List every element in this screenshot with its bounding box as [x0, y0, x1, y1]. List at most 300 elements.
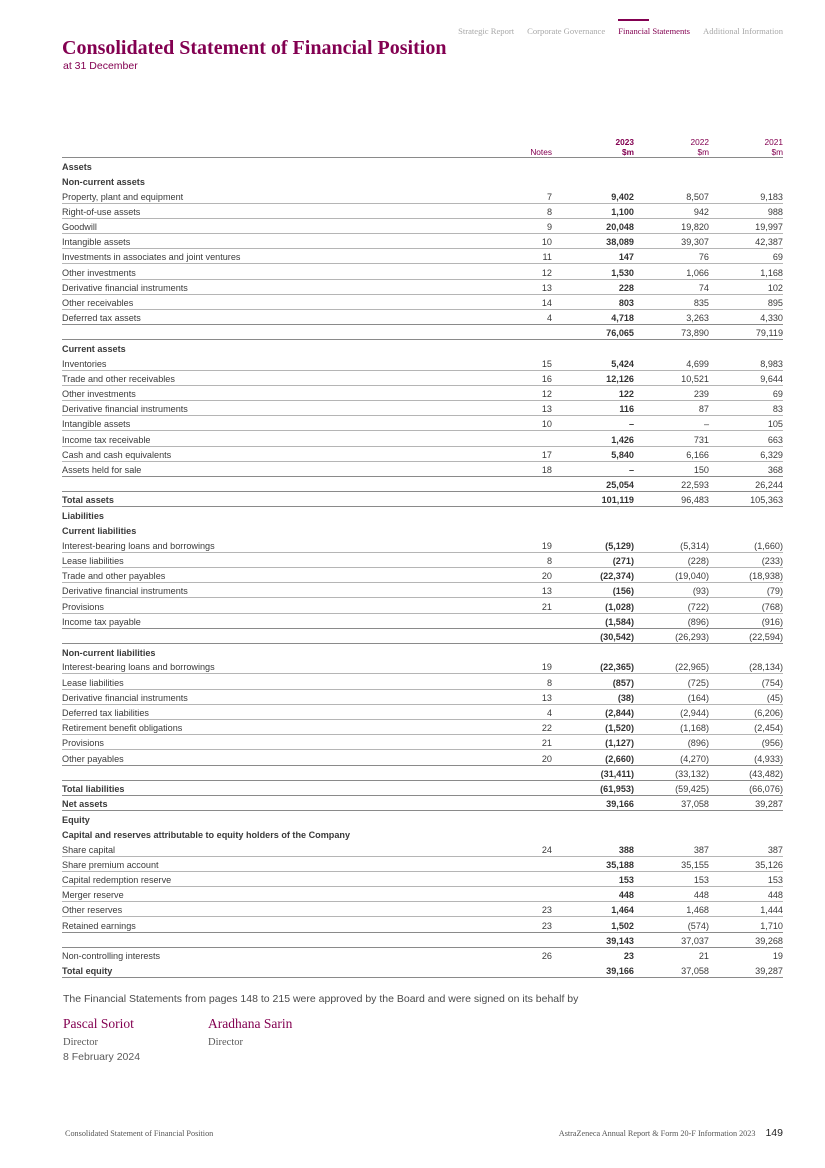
- header-2022-year: 2022: [690, 137, 709, 147]
- row-value-2023: 147: [562, 249, 634, 264]
- section-heading-row: [62, 522, 783, 537]
- row-label: Goodwill: [62, 218, 522, 233]
- nav-additional-information[interactable]: Additional Information: [703, 26, 783, 36]
- row-notes: 14: [522, 294, 562, 309]
- row-value-2022: 37,037: [634, 932, 709, 947]
- row-value-2021: 663: [709, 431, 783, 446]
- table-row: [62, 431, 783, 446]
- row-value-2023: –: [562, 416, 634, 431]
- header-label: [62, 137, 522, 158]
- table-row: [62, 401, 783, 416]
- row-value-2022: 8,507: [634, 188, 709, 203]
- footer-report-info: [559, 1127, 783, 1139]
- table-row: [62, 294, 783, 309]
- row-value-2021: (916): [761, 616, 783, 627]
- row-label: Retirement benefit obligations: [62, 719, 522, 734]
- row-value-2022: (228): [634, 552, 709, 567]
- row-value-2023: 388: [562, 841, 634, 856]
- row-value-2021: 895: [709, 294, 783, 309]
- section-heading-row: [62, 811, 783, 826]
- row-label: Deferred tax liabilities: [62, 704, 522, 719]
- row-notes: 12: [522, 385, 562, 400]
- row-value-2022: 96,483: [634, 492, 709, 507]
- row-notes: 23: [522, 902, 562, 917]
- section-heading-row: [62, 644, 783, 659]
- table-row: [62, 461, 783, 476]
- row-label: Income tax payable: [62, 616, 141, 627]
- row-notes: [522, 476, 562, 491]
- row-notes: 21: [522, 598, 562, 613]
- row-value-2022: (896): [687, 616, 709, 627]
- row-label: Other investments: [62, 264, 522, 279]
- row-notes: 22: [522, 719, 562, 734]
- row-value-2021: (754): [709, 674, 783, 689]
- row-label: Deferred tax assets: [62, 313, 141, 324]
- row-label: Investments in associates and joint ventures: [62, 249, 522, 264]
- row-notes: 13: [522, 583, 562, 598]
- table-row: [62, 887, 783, 902]
- row-value-2023: 116: [562, 401, 634, 416]
- row-value-2023: 39,143: [562, 932, 634, 947]
- row-notes: 8: [522, 674, 562, 689]
- row-value-2021: (22,594): [709, 628, 783, 643]
- section-heading-row: [62, 826, 783, 841]
- table-row: [62, 218, 783, 233]
- row-label: Total assets: [62, 492, 522, 507]
- row-value-2022: (19,040): [634, 568, 709, 583]
- row-value-2023: 228: [562, 279, 634, 294]
- row-notes: 18: [541, 464, 552, 475]
- row-label: Derivative financial instruments: [62, 279, 522, 294]
- row-value-2023: 12,126: [562, 370, 634, 385]
- row-notes: [522, 780, 562, 795]
- header-2021-year: 2021: [764, 137, 783, 147]
- row-notes: 26: [541, 951, 552, 962]
- row-label: Lease liabilities: [62, 674, 522, 689]
- row-label: [62, 628, 522, 643]
- row-value-2022: 10,521: [634, 370, 709, 385]
- table-row: [62, 750, 783, 765]
- row-value-2023: 35,188: [562, 856, 634, 871]
- row-value-2022: 73,890: [634, 325, 709, 340]
- row-value-2022: (26,293): [634, 628, 709, 643]
- subtotal-row: [62, 932, 783, 947]
- row-label: Capital redemption reserve: [62, 871, 522, 886]
- row-label: Intangible assets: [62, 233, 522, 248]
- row-label: [62, 476, 522, 491]
- nav-financial-statements[interactable]: Financial Statements: [618, 26, 691, 36]
- row-value-2022: 1,468: [634, 902, 709, 917]
- row-label: Interest-bearing loans and borrowings: [62, 537, 522, 552]
- row-value-2022: (722): [634, 598, 709, 613]
- table-header-row: [62, 137, 783, 158]
- row-value-2021: 1,444: [709, 902, 783, 917]
- row-value-2023: 5,424: [562, 355, 634, 370]
- row-value-2023: 1,530: [562, 264, 634, 279]
- row-label: [62, 765, 522, 780]
- row-label: Provisions: [62, 735, 522, 750]
- row-value-2023: (30,542): [562, 628, 634, 643]
- row-value-2022: 35,155: [634, 856, 709, 871]
- row-value-2023: (1,584): [605, 616, 634, 627]
- row-notes: 11: [522, 249, 562, 264]
- row-label: Share premium account: [62, 856, 522, 871]
- row-label: Other receivables: [62, 294, 522, 309]
- header-2023-year: 2023: [615, 137, 634, 147]
- table-row: [62, 719, 783, 734]
- row-value-2021: 8,983: [709, 355, 783, 370]
- header-2022: [634, 137, 709, 158]
- row-notes: [522, 856, 562, 871]
- row-value-2023: –: [628, 464, 634, 475]
- row-value-2022: (574): [687, 920, 709, 931]
- row-value-2022: (725): [634, 674, 709, 689]
- row-value-2021: 1,168: [709, 264, 783, 279]
- row-label: Total liabilities: [62, 780, 522, 795]
- row-notes: [522, 932, 562, 947]
- row-value-2023: 39,166: [562, 962, 634, 977]
- row-value-2023: (38): [562, 689, 634, 704]
- page-title: Consolidated Statement of Financial Position: [62, 37, 447, 59]
- row-value-2022: 37,058: [634, 962, 709, 977]
- row-value-2021: (66,076): [709, 780, 783, 795]
- row-value-2023: (271): [562, 552, 634, 567]
- row-notes: [522, 325, 562, 340]
- row-label: Right-of-use assets: [62, 203, 522, 218]
- row-notes: [522, 492, 562, 507]
- row-label: Share capital: [62, 841, 522, 856]
- table-row: [62, 537, 783, 552]
- section-heading-row: [62, 158, 783, 173]
- row-value-2021: 19: [772, 951, 783, 962]
- row-notes: 17: [522, 446, 562, 461]
- row-value-2022: 835: [634, 294, 709, 309]
- row-label: Assets held for sale: [62, 464, 142, 475]
- row-notes: [522, 628, 562, 643]
- row-notes: 8: [522, 203, 562, 218]
- row-value-2023: 20,048: [562, 218, 634, 233]
- row-value-2023: (1,028): [562, 598, 634, 613]
- row-notes: [522, 871, 562, 886]
- row-value-2021: 83: [709, 401, 783, 416]
- row-value-2022: 6,166: [634, 446, 709, 461]
- row-value-2021: 9,644: [709, 370, 783, 385]
- row-notes: [522, 765, 562, 780]
- row-value-2023: 9,402: [562, 188, 634, 203]
- row-label: [62, 932, 522, 947]
- row-value-2021: 39,268: [709, 932, 783, 947]
- row-value-2021: (956): [709, 735, 783, 750]
- row-value-2022: (59,425): [634, 780, 709, 795]
- row-value-2021: (18,938): [709, 568, 783, 583]
- row-label: Derivative financial instruments: [62, 689, 522, 704]
- row-notes: [522, 431, 562, 446]
- subtotal-row: [62, 628, 783, 643]
- row-value-2022: –: [634, 416, 709, 431]
- row-value-2023: (2,844): [562, 704, 634, 719]
- row-value-2021: 4,330: [760, 313, 783, 324]
- financial-position-table: [62, 137, 783, 978]
- section-heading: Current liabilities: [62, 526, 137, 537]
- row-notes: [522, 613, 562, 628]
- table-row: [62, 704, 783, 719]
- row-label: Total equity: [62, 962, 522, 977]
- row-value-2021: 69: [709, 249, 783, 264]
- table-row: [62, 689, 783, 704]
- row-label: Derivative financial instruments: [62, 583, 522, 598]
- row-value-2022: 150: [693, 464, 709, 475]
- row-value-2022: 22,593: [634, 476, 709, 491]
- row-value-2023: 122: [562, 385, 634, 400]
- row-value-2021: 6,329: [709, 446, 783, 461]
- row-value-2022: (2,944): [634, 704, 709, 719]
- table-body: [62, 158, 783, 978]
- row-value-2023: 1,502: [611, 920, 634, 931]
- row-value-2022: (164): [634, 689, 709, 704]
- row-notes: 8: [522, 552, 562, 567]
- row-notes: 23: [541, 920, 552, 931]
- footer-section-title: Consolidated Statement of Financial Position: [65, 1129, 214, 1138]
- row-value-2022: 942: [634, 203, 709, 218]
- row-value-2022: 37,058: [634, 795, 709, 810]
- total-row: [62, 962, 783, 977]
- row-label: Other payables: [62, 753, 124, 764]
- table-row: [62, 841, 783, 856]
- row-value-2023: 39,166: [562, 795, 634, 810]
- row-value-2023: 4,718: [611, 313, 634, 324]
- row-notes: 19: [522, 659, 562, 674]
- signatory-role: Director: [208, 1037, 243, 1048]
- row-value-2023: 803: [562, 294, 634, 309]
- table-row: [62, 279, 783, 294]
- row-value-2023: (5,129): [562, 537, 634, 552]
- section-heading-row: [62, 507, 783, 522]
- row-label: Non-controlling interests: [62, 951, 161, 962]
- page-number: 149: [765, 1127, 783, 1139]
- row-value-2023: (857): [562, 674, 634, 689]
- row-value-2022: 1,066: [634, 264, 709, 279]
- row-value-2021: 448: [709, 887, 783, 902]
- row-value-2022: 731: [634, 431, 709, 446]
- row-value-2021: (79): [709, 583, 783, 598]
- row-value-2023: (156): [562, 583, 634, 598]
- row-notes: 10: [522, 416, 562, 431]
- table-row: [62, 917, 783, 932]
- row-value-2023: 5,840: [562, 446, 634, 461]
- row-label: Retained earnings: [62, 920, 136, 931]
- section-heading: Capital and reserves attributable to equity holders of the Company: [62, 829, 351, 840]
- row-label: Trade and other payables: [62, 568, 522, 583]
- row-value-2022: 21: [698, 951, 709, 962]
- row-label: Net assets: [62, 795, 522, 810]
- row-label: Trade and other receivables: [62, 370, 522, 385]
- row-value-2021: 39,287: [709, 795, 783, 810]
- row-value-2022: 3,263: [686, 313, 709, 324]
- row-label: Lease liabilities: [62, 552, 522, 567]
- row-value-2021: (4,933): [754, 753, 783, 764]
- row-value-2021: 26,244: [709, 476, 783, 491]
- row-value-2021: (233): [709, 552, 783, 567]
- row-label: Interest-bearing loans and borrowings: [62, 659, 522, 674]
- nav-corporate-governance[interactable]: Corporate Governance: [527, 26, 606, 36]
- row-value-2021: 102: [709, 279, 783, 294]
- signatory-role: Director: [63, 1037, 98, 1048]
- row-value-2023: 23: [623, 951, 634, 962]
- table-row: [62, 856, 783, 871]
- row-value-2022: 239: [634, 385, 709, 400]
- row-notes: 7: [522, 188, 562, 203]
- row-value-2023: (1,127): [562, 735, 634, 750]
- row-notes: 20: [541, 753, 552, 764]
- row-notes: 21: [522, 735, 562, 750]
- footer-report-title: AstraZeneca Annual Report & Form 20-F Information 2023: [558, 1129, 756, 1138]
- table-row: [62, 233, 783, 248]
- row-value-2022: (22,965): [634, 659, 709, 674]
- section-heading: Liabilities: [62, 511, 104, 521]
- approval-statement: The Financial Statements from pages 148 to 215 were approved by the Board and were signed on its behalf by: [63, 993, 579, 1005]
- row-value-2022: 87: [634, 401, 709, 416]
- header-notes: Notes: [522, 137, 562, 158]
- section-heading: Assets: [62, 161, 92, 172]
- nav-strategic-report[interactable]: Strategic Report: [458, 26, 515, 36]
- row-value-2021: (45): [709, 689, 783, 704]
- row-notes: 24: [522, 841, 562, 856]
- signatory-name: Pascal Soriot: [63, 1016, 134, 1031]
- signatory-2: [208, 1016, 292, 1050]
- row-value-2023: 1,464: [562, 902, 634, 917]
- top-navigation: [458, 26, 783, 36]
- row-value-2021: (43,482): [709, 765, 783, 780]
- row-value-2021: (28,134): [709, 659, 783, 674]
- table-row: [62, 947, 783, 962]
- signatory-name: Aradhana Sarin: [208, 1016, 293, 1031]
- row-value-2021: 39,287: [709, 962, 783, 977]
- row-label: Intangible assets: [62, 416, 522, 431]
- row-value-2022: (33,132): [634, 765, 709, 780]
- table-row: [62, 188, 783, 203]
- row-notes: 9: [522, 218, 562, 233]
- table-row: [62, 203, 783, 218]
- subtotal-row: [62, 765, 783, 780]
- row-value-2021: 105,363: [709, 492, 783, 507]
- row-notes: [522, 795, 562, 810]
- header-2023: [562, 137, 634, 158]
- row-value-2022: 74: [634, 279, 709, 294]
- row-value-2021: 79,119: [709, 325, 783, 340]
- section-heading: Equity: [62, 814, 90, 825]
- table-row: [62, 659, 783, 674]
- row-value-2021: 153: [709, 871, 783, 886]
- row-value-2022: 448: [634, 887, 709, 902]
- row-label: [62, 325, 522, 340]
- table-row: [62, 871, 783, 886]
- row-value-2021: 988: [709, 203, 783, 218]
- row-value-2022: 76: [634, 249, 709, 264]
- row-value-2021: (1,660): [709, 537, 783, 552]
- row-label: Other reserves: [62, 902, 522, 917]
- section-heading: Non-current liabilities: [62, 647, 156, 658]
- table-row: [62, 385, 783, 400]
- row-value-2023: (31,411): [562, 765, 634, 780]
- row-notes: [522, 887, 562, 902]
- row-label: Derivative financial instruments: [62, 401, 522, 416]
- row-label: Merger reserve: [62, 887, 522, 902]
- subtotal-row: [62, 325, 783, 340]
- row-notes: [522, 962, 562, 977]
- header-2021-unit: $m: [771, 147, 783, 157]
- row-value-2023: 448: [562, 887, 634, 902]
- row-value-2022: (93): [634, 583, 709, 598]
- row-notes: 20: [522, 568, 562, 583]
- section-heading-row: [62, 340, 783, 355]
- row-label: Property, plant and equipment: [62, 188, 522, 203]
- table-row: [62, 568, 783, 583]
- row-value-2023: 1,100: [562, 203, 634, 218]
- row-value-2023: (61,953): [562, 780, 634, 795]
- row-value-2023: 25,054: [562, 476, 634, 491]
- row-label: Inventories: [62, 355, 522, 370]
- row-notes: 19: [522, 537, 562, 552]
- table-row: [62, 309, 783, 324]
- total-row: [62, 492, 783, 507]
- table-row: [62, 735, 783, 750]
- row-value-2022: 4,699: [634, 355, 709, 370]
- table-row: [62, 416, 783, 431]
- row-value-2021: (768): [709, 598, 783, 613]
- row-value-2021: 42,387: [709, 233, 783, 248]
- table-row: [62, 583, 783, 598]
- row-notes: 13: [522, 689, 562, 704]
- table-row: [62, 446, 783, 461]
- row-notes: 16: [522, 370, 562, 385]
- header-2022-unit: $m: [697, 147, 709, 157]
- table-row: [62, 370, 783, 385]
- row-value-2022: (4,270): [680, 753, 709, 764]
- row-value-2023: 1,426: [562, 431, 634, 446]
- row-label: Provisions: [62, 598, 522, 613]
- row-value-2021: 368: [767, 464, 783, 475]
- section-heading: Non-current assets: [62, 176, 145, 187]
- signatory-date: 8 February 2024: [63, 1051, 141, 1063]
- row-value-2021: 69: [709, 385, 783, 400]
- row-value-2021: 387: [709, 841, 783, 856]
- row-value-2021: (6,206): [709, 704, 783, 719]
- row-value-2021: 19,997: [709, 218, 783, 233]
- row-value-2022: 39,307: [634, 233, 709, 248]
- row-notes: 13: [522, 401, 562, 416]
- section-heading-row: [62, 173, 783, 188]
- total-row: [62, 780, 783, 795]
- signatory-1: [63, 1016, 140, 1065]
- row-label: Cash and cash equivalents: [62, 446, 522, 461]
- header-2021: [709, 137, 783, 158]
- row-value-2022: 387: [634, 841, 709, 856]
- table-row: [62, 598, 783, 613]
- row-value-2023: (22,365): [562, 659, 634, 674]
- row-notes: 4: [546, 313, 552, 324]
- row-value-2023: 101,119: [562, 492, 634, 507]
- header-2023-unit: $m: [622, 147, 634, 157]
- row-notes: 4: [522, 704, 562, 719]
- page-subtitle: at 31 December: [63, 60, 138, 72]
- table-row: [62, 249, 783, 264]
- row-notes: 10: [522, 233, 562, 248]
- row-value-2022: 19,820: [634, 218, 709, 233]
- row-value-2023: (22,374): [562, 568, 634, 583]
- row-value-2022: (1,168): [634, 719, 709, 734]
- row-value-2021: 35,126: [709, 856, 783, 871]
- table-row: [62, 355, 783, 370]
